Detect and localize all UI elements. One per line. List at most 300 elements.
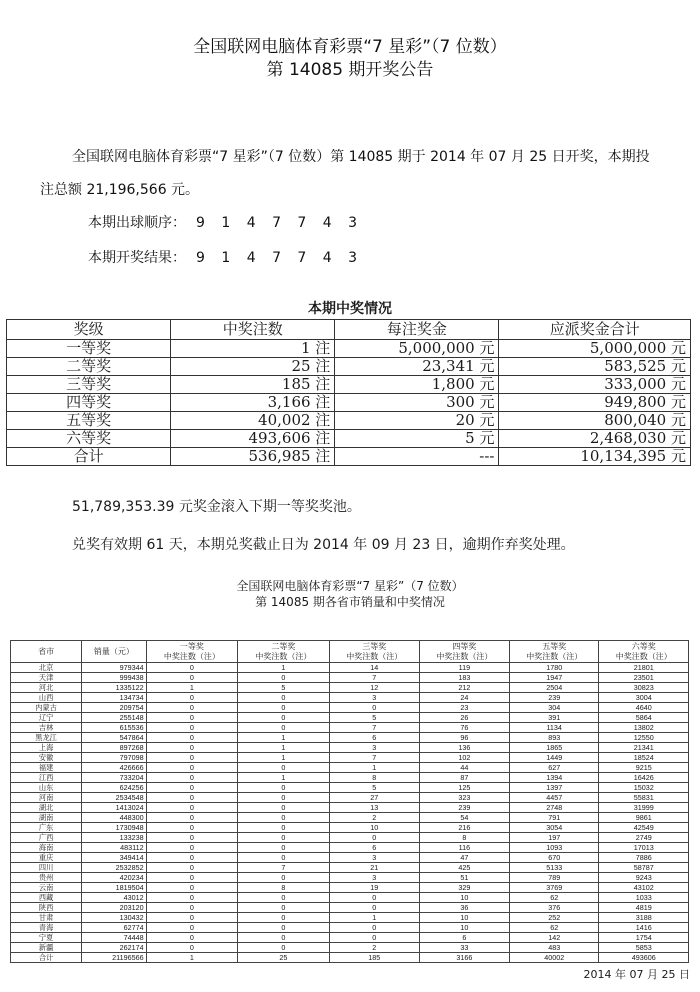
prize-level: 五等奖 bbox=[7, 412, 171, 430]
second-prize-count: 1 bbox=[238, 733, 330, 743]
first-prize-count: 0 bbox=[146, 923, 238, 933]
fourth-prize-count: 87 bbox=[419, 773, 509, 783]
fifth-prize-count: 3054 bbox=[509, 823, 598, 833]
sales-amount: 624256 bbox=[82, 783, 146, 793]
province-row bbox=[11, 683, 689, 693]
province-name: 重庆 bbox=[11, 853, 82, 863]
province-name: 上海 bbox=[11, 743, 82, 753]
first-prize-count: 0 bbox=[146, 783, 238, 793]
sales-amount: 1413024 bbox=[82, 803, 146, 813]
first-prize-count: 0 bbox=[146, 803, 238, 813]
third-prize-count: 10 bbox=[329, 823, 419, 833]
header-line: 三等奖 bbox=[362, 641, 387, 651]
province-row bbox=[11, 833, 689, 843]
province-total-row bbox=[11, 953, 689, 963]
province-name: 内蒙古 bbox=[11, 703, 82, 713]
fifth-prize-count: 304 bbox=[509, 703, 598, 713]
province-name: 合计 bbox=[11, 953, 82, 963]
prize-row bbox=[7, 412, 691, 430]
fourth-prize-count: 239 bbox=[419, 803, 509, 813]
province-row bbox=[11, 943, 689, 953]
province-table-header bbox=[11, 641, 689, 663]
sixth-prize-count: 2749 bbox=[599, 833, 689, 843]
header-line: 中奖注数（注） bbox=[615, 651, 672, 661]
province-header-cell bbox=[11, 641, 82, 663]
province-header-cell bbox=[599, 641, 689, 663]
province-header-cell bbox=[238, 641, 330, 663]
sixth-prize-count: 31999 bbox=[599, 803, 689, 813]
validity-note: 兑奖有效期 61 天，本期兑奖截止日为 2014 年 09 月 23 日，逾期作弃奖处理。 bbox=[72, 537, 575, 553]
fifth-prize-count: 2748 bbox=[509, 803, 598, 813]
sales-amount: 483112 bbox=[82, 843, 146, 853]
header-cell: 中奖注数 bbox=[171, 320, 335, 340]
sixth-prize-count: 9861 bbox=[599, 813, 689, 823]
province-header-cell bbox=[146, 641, 238, 663]
province-name: 山东 bbox=[11, 783, 82, 793]
third-prize-count: 0 bbox=[329, 923, 419, 933]
header-cell: 应派奖金合计 bbox=[499, 320, 691, 340]
third-prize-count: 27 bbox=[329, 793, 419, 803]
fourth-prize-count: 119 bbox=[419, 663, 509, 673]
third-prize-count: 0 bbox=[329, 903, 419, 913]
fifth-prize-count: 789 bbox=[509, 873, 598, 883]
prize-level: 三等奖 bbox=[7, 376, 171, 394]
sales-amount: 2532852 bbox=[82, 863, 146, 873]
header-line: 二等奖 bbox=[271, 641, 296, 651]
rollover-note: 51,789,353.39 元奖金滚入下期一等奖奖池。 bbox=[72, 499, 361, 515]
fourth-prize-count: 33 bbox=[419, 943, 509, 953]
first-prize-count: 0 bbox=[146, 943, 238, 953]
fifth-prize-count: 391 bbox=[509, 713, 598, 723]
province-name: 西藏 bbox=[11, 893, 82, 903]
province-row bbox=[11, 843, 689, 853]
province-name: 广东 bbox=[11, 823, 82, 833]
fourth-prize-count: 3166 bbox=[419, 953, 509, 963]
header-line: 中奖注数（注） bbox=[346, 651, 403, 661]
province-name: 河北 bbox=[11, 683, 82, 693]
winner-count: 1 注 bbox=[171, 340, 335, 358]
sixth-prize-count: 1754 bbox=[599, 933, 689, 943]
third-prize-count: 1 bbox=[329, 913, 419, 923]
sales-amount: 21196566 bbox=[82, 953, 146, 963]
sixth-prize-count: 12550 bbox=[599, 733, 689, 743]
first-prize-count: 0 bbox=[146, 693, 238, 703]
province-row bbox=[11, 693, 689, 703]
prize-level: 合计 bbox=[7, 448, 171, 466]
sixth-prize-count: 9243 bbox=[599, 873, 689, 883]
province-row bbox=[11, 763, 689, 773]
sales-amount: 1335122 bbox=[82, 683, 146, 693]
fourth-prize-count: 76 bbox=[419, 723, 509, 733]
province-row bbox=[11, 723, 689, 733]
second-prize-count: 0 bbox=[238, 923, 330, 933]
fifth-prize-count: 1865 bbox=[509, 743, 598, 753]
prize-total: 5,000,000 元 bbox=[499, 340, 691, 358]
header-line: 一等奖 bbox=[179, 641, 204, 651]
second-prize-count: 0 bbox=[238, 723, 330, 733]
province-row bbox=[11, 733, 689, 743]
prize-total: 800,040 元 bbox=[499, 412, 691, 430]
province-name: 湖南 bbox=[11, 813, 82, 823]
fifth-prize-count: 3769 bbox=[509, 883, 598, 893]
fifth-prize-count: 670 bbox=[509, 853, 598, 863]
province-name: 黑龙江 bbox=[11, 733, 82, 743]
sales-amount: 133238 bbox=[82, 833, 146, 843]
province-row bbox=[11, 803, 689, 813]
fifth-prize-count: 252 bbox=[509, 913, 598, 923]
third-prize-count: 3 bbox=[329, 853, 419, 863]
prize-total: 333,000 元 bbox=[499, 376, 691, 394]
sales-amount: 62774 bbox=[82, 923, 146, 933]
province-row bbox=[11, 913, 689, 923]
second-prize-count: 1 bbox=[238, 663, 330, 673]
sales-amount: 349414 bbox=[82, 853, 146, 863]
sixth-prize-count: 21801 bbox=[599, 663, 689, 673]
fourth-prize-count: 125 bbox=[419, 783, 509, 793]
first-prize-count: 1 bbox=[146, 953, 238, 963]
header-line: 中奖注数（注） bbox=[436, 651, 493, 661]
second-prize-count: 0 bbox=[238, 703, 330, 713]
fourth-prize-count: 26 bbox=[419, 713, 509, 723]
sixth-prize-count: 493606 bbox=[599, 953, 689, 963]
second-prize-count: 1 bbox=[238, 743, 330, 753]
sixth-prize-count: 3004 bbox=[599, 693, 689, 703]
sixth-prize-count: 4640 bbox=[599, 703, 689, 713]
province-name: 贵州 bbox=[11, 873, 82, 883]
sixth-prize-count: 16426 bbox=[599, 773, 689, 783]
province-name: 青海 bbox=[11, 923, 82, 933]
winner-count: 185 注 bbox=[171, 376, 335, 394]
first-prize-count: 0 bbox=[146, 753, 238, 763]
fifth-prize-count: 1093 bbox=[509, 843, 598, 853]
fifth-prize-count: 1449 bbox=[509, 753, 598, 763]
second-prize-count: 0 bbox=[238, 793, 330, 803]
draw-result-numbers: 9 1 4 7 7 4 3 bbox=[196, 250, 364, 266]
prize-per-bet: 23,341 元 bbox=[335, 358, 499, 376]
first-prize-count: 0 bbox=[146, 723, 238, 733]
winner-count: 40,002 注 bbox=[171, 412, 335, 430]
fourth-prize-count: 54 bbox=[419, 813, 509, 823]
province-name: 山西 bbox=[11, 693, 82, 703]
sales-amount: 74448 bbox=[82, 933, 146, 943]
first-prize-count: 1 bbox=[146, 683, 238, 693]
fourth-prize-count: 212 bbox=[419, 683, 509, 693]
sales-amount: 255148 bbox=[82, 713, 146, 723]
winner-count: 3,166 注 bbox=[171, 394, 335, 412]
province-name: 新疆 bbox=[11, 943, 82, 953]
draw-result-label: 本期开奖结果： bbox=[88, 250, 186, 266]
sales-amount: 203120 bbox=[82, 903, 146, 913]
second-prize-count: 0 bbox=[238, 873, 330, 883]
first-prize-count: 0 bbox=[146, 833, 238, 843]
province-name: 天津 bbox=[11, 673, 82, 683]
header-line: 中奖注数（注） bbox=[163, 651, 220, 661]
prize-row bbox=[7, 340, 691, 358]
fourth-prize-count: 10 bbox=[419, 923, 509, 933]
fourth-prize-count: 36 bbox=[419, 903, 509, 913]
prize-total: 2,468,030 元 bbox=[499, 430, 691, 448]
province-header-cell bbox=[329, 641, 419, 663]
sales-amount: 897268 bbox=[82, 743, 146, 753]
third-prize-count: 12 bbox=[329, 683, 419, 693]
province-header-cell bbox=[82, 641, 146, 663]
prize-total: 949,800 元 bbox=[499, 394, 691, 412]
prize-level: 六等奖 bbox=[7, 430, 171, 448]
winner-count: 536,985 注 bbox=[171, 448, 335, 466]
second-prize-count: 0 bbox=[238, 853, 330, 863]
fourth-prize-count: 96 bbox=[419, 733, 509, 743]
province-name: 陕西 bbox=[11, 903, 82, 913]
province-name: 辽宁 bbox=[11, 713, 82, 723]
fourth-prize-count: 47 bbox=[419, 853, 509, 863]
prize-per-bet: 5 元 bbox=[335, 430, 499, 448]
province-row bbox=[11, 823, 689, 833]
prize-level: 一等奖 bbox=[7, 340, 171, 358]
fifth-prize-count: 62 bbox=[509, 923, 598, 933]
fourth-prize-count: 24 bbox=[419, 693, 509, 703]
fifth-prize-count: 1780 bbox=[509, 663, 598, 673]
fifth-prize-count: 197 bbox=[509, 833, 598, 843]
prize-row bbox=[7, 394, 691, 412]
province-table-title: 全国联网电脑体育彩票“7 星彩”（7 位数） bbox=[236, 579, 464, 593]
second-prize-count: 0 bbox=[238, 943, 330, 953]
fifth-prize-count: 40002 bbox=[509, 953, 598, 963]
sixth-prize-count: 15032 bbox=[599, 783, 689, 793]
header-line: 四等奖 bbox=[452, 641, 477, 651]
first-prize-count: 0 bbox=[146, 913, 238, 923]
fourth-prize-count: 216 bbox=[419, 823, 509, 833]
sales-amount: 615536 bbox=[82, 723, 146, 733]
second-prize-count: 0 bbox=[238, 823, 330, 833]
sixth-prize-count: 43102 bbox=[599, 883, 689, 893]
winner-count: 493,606 注 bbox=[171, 430, 335, 448]
fourth-prize-count: 8 bbox=[419, 833, 509, 843]
first-prize-count: 0 bbox=[146, 933, 238, 943]
sales-amount: 2534548 bbox=[82, 793, 146, 803]
fifth-prize-count: 627 bbox=[509, 763, 598, 773]
province-row bbox=[11, 703, 689, 713]
second-prize-count: 0 bbox=[238, 673, 330, 683]
sixth-prize-count: 30823 bbox=[599, 683, 689, 693]
second-prize-count: 0 bbox=[238, 903, 330, 913]
province-row bbox=[11, 853, 689, 863]
third-prize-count: 13 bbox=[329, 803, 419, 813]
sixth-prize-count: 58787 bbox=[599, 863, 689, 873]
province-name: 福建 bbox=[11, 763, 82, 773]
third-prize-count: 2 bbox=[329, 943, 419, 953]
prize-total: 10,134,395 元 bbox=[499, 448, 691, 466]
prize-table-title: 本期中奖情况 bbox=[308, 301, 392, 317]
third-prize-count: 3 bbox=[329, 693, 419, 703]
province-name: 甘肃 bbox=[11, 913, 82, 923]
fifth-prize-count: 893 bbox=[509, 733, 598, 743]
sales-amount: 999438 bbox=[82, 673, 146, 683]
sixth-prize-count: 21341 bbox=[599, 743, 689, 753]
prize-row bbox=[7, 358, 691, 376]
sixth-prize-count: 1416 bbox=[599, 923, 689, 933]
province-name: 广西 bbox=[11, 833, 82, 843]
sales-amount: 426666 bbox=[82, 763, 146, 773]
third-prize-count: 19 bbox=[329, 883, 419, 893]
province-row bbox=[11, 903, 689, 913]
second-prize-count: 0 bbox=[238, 783, 330, 793]
first-prize-count: 0 bbox=[146, 903, 238, 913]
draw-result-row bbox=[88, 247, 363, 267]
header-line: 六等奖 bbox=[631, 641, 656, 651]
fifth-prize-count: 2504 bbox=[509, 683, 598, 693]
first-prize-count: 0 bbox=[146, 703, 238, 713]
third-prize-count: 3 bbox=[329, 873, 419, 883]
third-prize-count: 5 bbox=[329, 783, 419, 793]
province-name: 湖北 bbox=[11, 803, 82, 813]
sixth-prize-count: 4819 bbox=[599, 903, 689, 913]
announcement-subtitle: 第 14085 期开奖公告 bbox=[266, 60, 434, 80]
fourth-prize-count: 10 bbox=[419, 893, 509, 903]
second-prize-count: 0 bbox=[238, 813, 330, 823]
prize-table bbox=[6, 319, 691, 466]
prize-level: 四等奖 bbox=[7, 394, 171, 412]
header-line: 五等奖 bbox=[542, 641, 567, 651]
third-prize-count: 14 bbox=[329, 663, 419, 673]
fifth-prize-count: 1947 bbox=[509, 673, 598, 683]
prize-total: 583,525 元 bbox=[499, 358, 691, 376]
prize-row bbox=[7, 430, 691, 448]
first-prize-count: 0 bbox=[146, 793, 238, 803]
first-prize-count: 0 bbox=[146, 823, 238, 833]
prize-per-bet: 1,800 元 bbox=[335, 376, 499, 394]
province-row bbox=[11, 783, 689, 793]
province-name: 江西 bbox=[11, 773, 82, 783]
winner-count: 25 注 bbox=[171, 358, 335, 376]
sales-amount: 733204 bbox=[82, 773, 146, 783]
sales-amount: 209754 bbox=[82, 703, 146, 713]
province-row bbox=[11, 923, 689, 933]
province-row bbox=[11, 773, 689, 783]
prize-per-bet: 20 元 bbox=[335, 412, 499, 430]
intro-line-1: 全国联网电脑体育彩票“7 星彩”（7 位数）第 14085 期于 2014 年 07 月 25 日开奖，本期投 bbox=[72, 149, 650, 165]
province-header-cell bbox=[419, 641, 509, 663]
third-prize-count: 7 bbox=[329, 673, 419, 683]
province-name: 吉林 bbox=[11, 723, 82, 733]
province-name: 北京 bbox=[11, 663, 82, 673]
province-header-cell bbox=[509, 641, 598, 663]
fifth-prize-count: 791 bbox=[509, 813, 598, 823]
sixth-prize-count: 42549 bbox=[599, 823, 689, 833]
sales-amount: 420234 bbox=[82, 873, 146, 883]
sixth-prize-count: 18524 bbox=[599, 753, 689, 763]
third-prize-count: 0 bbox=[329, 893, 419, 903]
third-prize-count: 6 bbox=[329, 843, 419, 853]
second-prize-count: 0 bbox=[238, 713, 330, 723]
province-row bbox=[11, 743, 689, 753]
province-row bbox=[11, 863, 689, 873]
second-prize-count: 8 bbox=[238, 883, 330, 893]
fourth-prize-count: 116 bbox=[419, 843, 509, 853]
second-prize-count: 0 bbox=[238, 763, 330, 773]
sales-amount: 448300 bbox=[82, 813, 146, 823]
fourth-prize-count: 136 bbox=[419, 743, 509, 753]
third-prize-count: 7 bbox=[329, 753, 419, 763]
second-prize-count: 0 bbox=[238, 913, 330, 923]
first-prize-count: 0 bbox=[146, 873, 238, 883]
fourth-prize-count: 51 bbox=[419, 873, 509, 883]
third-prize-count: 8 bbox=[329, 773, 419, 783]
first-prize-count: 0 bbox=[146, 713, 238, 723]
province-row bbox=[11, 673, 689, 683]
province-name: 宁夏 bbox=[11, 933, 82, 943]
province-name: 河南 bbox=[11, 793, 82, 803]
header-cell: 每注奖金 bbox=[335, 320, 499, 340]
second-prize-count: 0 bbox=[238, 693, 330, 703]
province-row bbox=[11, 793, 689, 803]
second-prize-count: 1 bbox=[238, 753, 330, 763]
province-row bbox=[11, 873, 689, 883]
fourth-prize-count: 323 bbox=[419, 793, 509, 803]
third-prize-count: 2 bbox=[329, 813, 419, 823]
third-prize-count: 1 bbox=[329, 763, 419, 773]
fifth-prize-count: 4457 bbox=[509, 793, 598, 803]
province-name: 海南 bbox=[11, 843, 82, 853]
third-prize-count: 7 bbox=[329, 723, 419, 733]
prize-per-bet: --- bbox=[335, 448, 499, 466]
fourth-prize-count: 10 bbox=[419, 913, 509, 923]
prize-row bbox=[7, 448, 691, 466]
sales-amount: 547864 bbox=[82, 733, 146, 743]
sales-amount: 130432 bbox=[82, 913, 146, 923]
third-prize-count: 21 bbox=[329, 863, 419, 873]
sixth-prize-count: 7886 bbox=[599, 853, 689, 863]
province-name: 四川 bbox=[11, 863, 82, 873]
header-cell: 奖级 bbox=[7, 320, 171, 340]
prize-row bbox=[7, 376, 691, 394]
sales-amount: 979344 bbox=[82, 663, 146, 673]
prize-per-bet: 300 元 bbox=[335, 394, 499, 412]
third-prize-count: 0 bbox=[329, 933, 419, 943]
third-prize-count: 3 bbox=[329, 743, 419, 753]
sixth-prize-count: 1033 bbox=[599, 893, 689, 903]
fourth-prize-count: 23 bbox=[419, 703, 509, 713]
fourth-prize-count: 183 bbox=[419, 673, 509, 683]
province-name: 安徽 bbox=[11, 753, 82, 763]
third-prize-count: 6 bbox=[329, 733, 419, 743]
second-prize-count: 1 bbox=[238, 773, 330, 783]
first-prize-count: 0 bbox=[146, 893, 238, 903]
province-row bbox=[11, 753, 689, 763]
sixth-prize-count: 55831 bbox=[599, 793, 689, 803]
first-prize-count: 0 bbox=[146, 763, 238, 773]
prize-level: 二等奖 bbox=[7, 358, 171, 376]
fourth-prize-count: 6 bbox=[419, 933, 509, 943]
province-name: 云南 bbox=[11, 883, 82, 893]
fifth-prize-count: 1134 bbox=[509, 723, 598, 733]
third-prize-count: 0 bbox=[329, 703, 419, 713]
first-prize-count: 0 bbox=[146, 863, 238, 873]
fifth-prize-count: 5133 bbox=[509, 863, 598, 873]
fourth-prize-count: 44 bbox=[419, 763, 509, 773]
second-prize-count: 0 bbox=[238, 893, 330, 903]
province-row bbox=[11, 883, 689, 893]
draw-order-label: 本期出球顺序： bbox=[88, 215, 186, 231]
sixth-prize-count: 23501 bbox=[599, 673, 689, 683]
intro-line-2: 注总额 21,196,566 元。 bbox=[40, 182, 200, 198]
sales-amount: 797098 bbox=[82, 753, 146, 763]
fifth-prize-count: 142 bbox=[509, 933, 598, 943]
first-prize-count: 0 bbox=[146, 843, 238, 853]
first-prize-count: 0 bbox=[146, 813, 238, 823]
province-row bbox=[11, 893, 689, 903]
province-row bbox=[11, 663, 689, 673]
fifth-prize-count: 62 bbox=[509, 893, 598, 903]
